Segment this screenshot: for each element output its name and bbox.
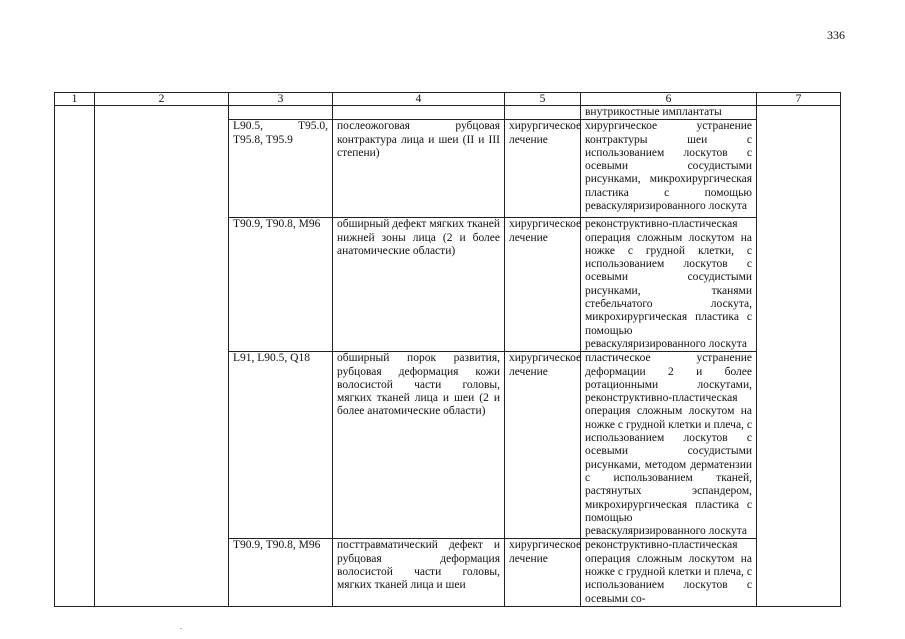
col-header-4: 4 — [333, 93, 505, 106]
col-header-2: 2 — [95, 93, 229, 106]
cell-treatment: хирургическое лечение — [505, 120, 581, 218]
cell-method-continuation: внутрикостные имплантаты — [581, 106, 757, 120]
cell-col-1 — [55, 106, 95, 607]
cell-diagnosis: посттравматический дефект и рубцовая деформация волосистой части головы, мягких тканей лица и шеи — [333, 539, 505, 607]
scan-artifact — [180, 628, 182, 629]
cell-method: хирургическое устранение контрактуры шеи с использованием лоскутов с осевыми сосудистыми рисунками, микрохирургическая пластика с помощью реваскуляризированного лоскута — [581, 120, 757, 218]
cell-codes: L90.5, T95.0, T95.8, T95.9 — [229, 120, 333, 218]
page-number: 336 — [827, 28, 845, 42]
cell-treatment: хирургическое лечение — [505, 352, 581, 539]
cell-col-7 — [757, 106, 841, 607]
cell-treatment: хирургическое лечение — [505, 539, 581, 607]
cell-treatment: хирургическое лечение — [505, 218, 581, 352]
cell-codes: L91, L90.5, Q18 — [229, 352, 333, 539]
cell-codes-empty — [229, 106, 333, 120]
header-row — [55, 93, 841, 106]
cell-diagnosis-empty — [333, 106, 505, 120]
procedures-table — [54, 92, 841, 607]
col-header-3: 3 — [229, 93, 333, 106]
cell-codes: T90.9, T90.8, M96 — [229, 539, 333, 607]
continuation-row — [55, 106, 841, 120]
cell-method: пластическое устранение деформации 2 и более ротационными лоскутами, реконструктивно-пластическая операция сложным лоскутом на ножке с грудной клетки и плеча, с использованием лоскутов с осевыми сосудистыми рисунками, методом дерматензии с использованием тканей, растянутых эспандером, микрохирургическая пластика с помощью реваскуляризированного лоскута — [581, 352, 757, 539]
col-header-1: 1 — [55, 93, 95, 106]
col-header-7: 7 — [757, 93, 841, 106]
cell-method: реконструктивно-пластическая операция сложным лоскутом на ножке с грудной клетки и плеча, с использованием лоскутов с осевыми со- — [581, 539, 757, 607]
cell-method: реконструктивно-пластическая операция сложным лоскутом на ножке с грудной клетки, с использованием лоскутов с осевыми сосудистыми рисунками, тканями стебельчатого лоскута, микрохирургическая пластика с помощью реваскуляризированного лоскута — [581, 218, 757, 352]
cell-codes: T90.9, T90.8, M96 — [229, 218, 333, 352]
cell-diagnosis: обширный порок развития, рубцовая деформация кожи волосистой части головы, мягких тканей лица и шеи (2 и более анатомические области) — [333, 352, 505, 539]
cell-treatment-empty — [505, 106, 581, 120]
cell-col-2 — [95, 106, 229, 607]
cell-diagnosis: обширный дефект мягких тканей нижней зоны лица (2 и более анатомические области) — [333, 218, 505, 352]
cell-diagnosis: послеожоговая рубцовая контрактура лица и шеи (II и III степени) — [333, 120, 505, 218]
col-header-5: 5 — [505, 93, 581, 106]
col-header-6: 6 — [581, 93, 757, 106]
